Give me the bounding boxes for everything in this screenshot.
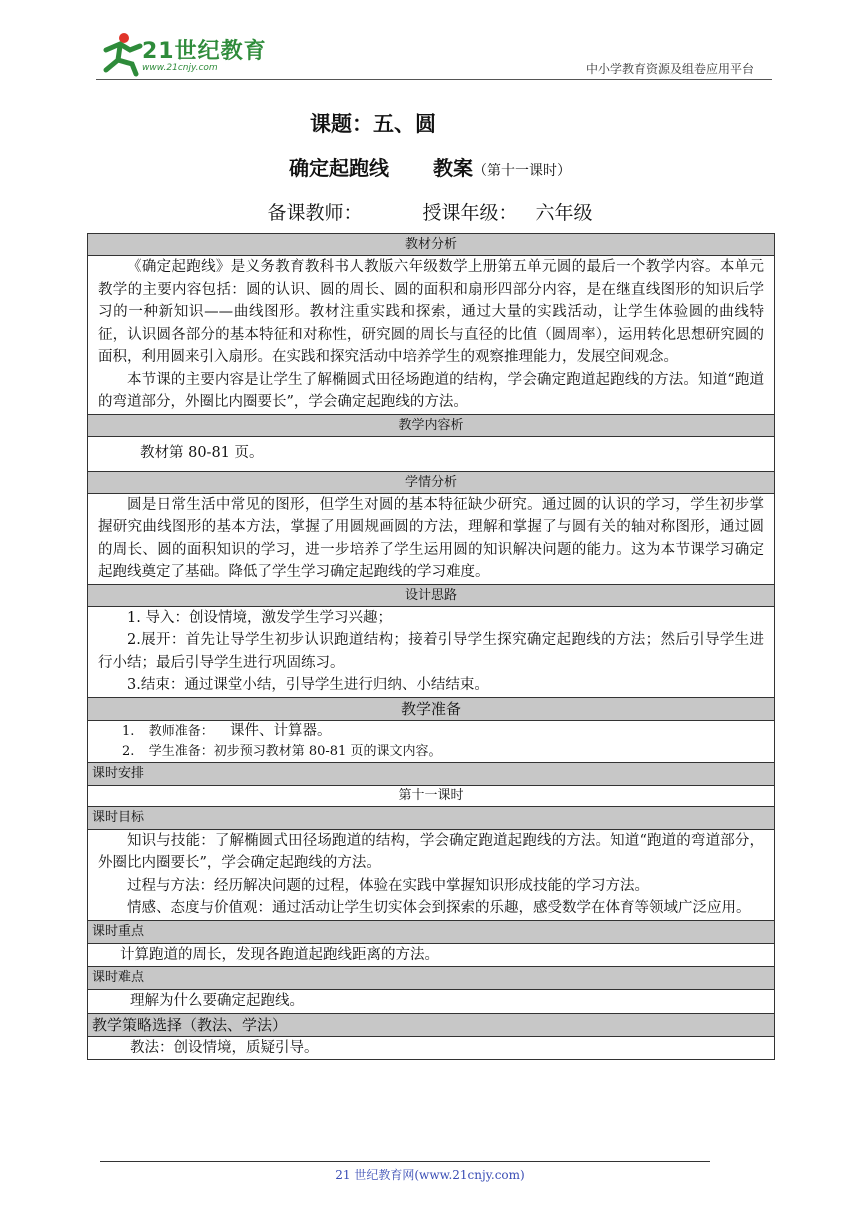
strategy-body: [88, 1036, 775, 1060]
section-heading-student-analysis: 学情分析: [88, 471, 775, 493]
section-heading-objectives: 课时目标: [88, 806, 775, 829]
preparation-item-label: 教师准备：: [148, 723, 214, 739]
design-item-2: 2.展开：首先让导学生初步认识跑道结构；接着引导学生探究确定起跑线的方法；然后引导学生进行小结；最后引导学生进行巩固练习。: [98, 632, 764, 671]
section-heading-design: 设计思路: [88, 584, 775, 606]
section-heading-textbook-analysis: 教材分析: [88, 234, 775, 256]
textbook-analysis-body: [88, 256, 775, 415]
strategy-text: 教法：创设情境，质疑引导。: [130, 1039, 319, 1056]
section-heading-difficulties: 课时难点: [88, 967, 775, 990]
lesson-topic: 课题：五、圆: [310, 111, 436, 136]
preparation-body: [88, 720, 775, 762]
logo-url: www.21cnjy.com: [142, 63, 218, 73]
content-analysis-body: [88, 436, 775, 471]
header-divider: [96, 79, 772, 80]
preparation-item-num: 2.: [122, 743, 135, 759]
preparation-item-value: 初步预习教材第 80-81 页的课文内容。: [213, 743, 442, 759]
key-points-text: 计算跑道的周长，发现各跑道起跑线距离的方法。: [120, 946, 439, 963]
content-analysis-text: 教材第 80-81 页。: [140, 445, 264, 462]
section-heading-content-analysis: 教学内容析: [88, 414, 775, 436]
difficulties-text: 理解为什么要确定起跑线。: [130, 993, 304, 1009]
design-body: [88, 606, 775, 697]
objective-process: 过程与方法：经历解决问题的过程，体验在实践中掌握知识形成技能的学习方法。: [127, 877, 649, 894]
preparation-item-2: [122, 742, 764, 762]
section-heading-schedule: 课时安排: [88, 762, 775, 785]
difficulties-body: [88, 990, 775, 1014]
textbook-analysis-p2: 本节课的主要内容是让学生了解椭圆式田径场跑道的结构，学会确定跑道起跑线的方法。知道“跑道的弯道部分，外圈比内圈要长”，学会确定起跑线的方法。: [98, 371, 764, 410]
objective-knowledge: 知识与技能：了解椭圆式田径场跑道的结构，学会确定跑道起跑线的方法。知道“跑道的弯道部分，外圈比内圈要长”，学会确定起跑线的方法。: [98, 832, 764, 871]
objectives-body: [88, 829, 775, 920]
section-heading-strategy: 教学策略选择（教法、学法）: [88, 1013, 775, 1036]
preparation-item-value: 课件、计算器。: [229, 722, 332, 739]
lesson-meta: [0, 198, 860, 225]
grade-value: 六年级: [535, 202, 593, 224]
logo-text: 21世纪教育: [142, 39, 267, 64]
objective-attitude: 情感、态度与价值观：通过活动让学生切实体会到探索的乐趣，感受数学在体育等领域广泛应用。: [127, 900, 751, 916]
textbook-analysis-p1: 《确定起跑线》是义务教育教科书人教版六年级数学上册第五单元圆的最后一个教学内容。本单元教学的主要内容包括：圆的认识、圆的周长、圆的面积和扇形四部分内容，是在继直线图形的知识后学习的一种新知识——曲线图形。教材注重实践和探索，通过大量的实践活动，让学生体验圆的曲线特征，认识圆各部分的基本特征和对称性，研究圆的周长与直径的比值（圆周率），运用转化思想研究圆的面积，利用圆来引入扇形。在实践和探究活动中培养学生的观察推理能力，发展空间观念。: [98, 259, 764, 365]
schedule-text: 第十一课时: [88, 785, 775, 806]
section-heading-preparation: 教学准备: [88, 697, 775, 720]
student-analysis-text: 圆是日常生活中常见的图形，但学生对圆的基本特征缺少研究。通过圆的认识的学习，学生初步掌握研究曲线图形的基本方法，掌握了用圆规画圆的方法，理解和掌握了与圆有关的轴对称图形，通过圆的周长、圆的面积知识的学习，进一步培养了学生运用圆的知识解决问题的能力。这为本节课学习确定起跑线奠定了基础。降低了学生学习确定起跑线的学习难度。: [98, 496, 764, 580]
lesson-name: 确定起跑线: [289, 156, 389, 180]
footer-divider: [100, 1161, 710, 1162]
teacher-label: 备课教师：: [267, 202, 363, 224]
design-item-1: 1. 导入：创设情境，激发学生学习兴趣；: [127, 609, 392, 626]
student-analysis-body: [88, 493, 775, 584]
page-header: [0, 0, 860, 90]
preparation-item-1: [122, 721, 764, 742]
lesson-plan-table: [87, 233, 775, 1060]
footer-link[interactable]: 21 世纪教育网(www.21cnjy.com): [335, 1168, 525, 1182]
preparation-item-label: 学生准备：: [148, 743, 214, 759]
platform-name: 中小学教育资源及组卷应用平台: [585, 62, 754, 76]
grade-label: 授课年级：: [422, 202, 518, 224]
key-points-body: [88, 943, 775, 967]
preparation-item-num: 1.: [122, 723, 135, 739]
lesson-title: [0, 152, 860, 181]
lesson-period: （第十一课时）: [473, 163, 571, 179]
design-item-3: 3.结束：通过课堂小结，引导学生进行归纳、小结结束。: [127, 677, 489, 693]
section-heading-key-points: 课时重点: [88, 920, 775, 943]
lesson-type: 教案: [433, 156, 473, 180]
